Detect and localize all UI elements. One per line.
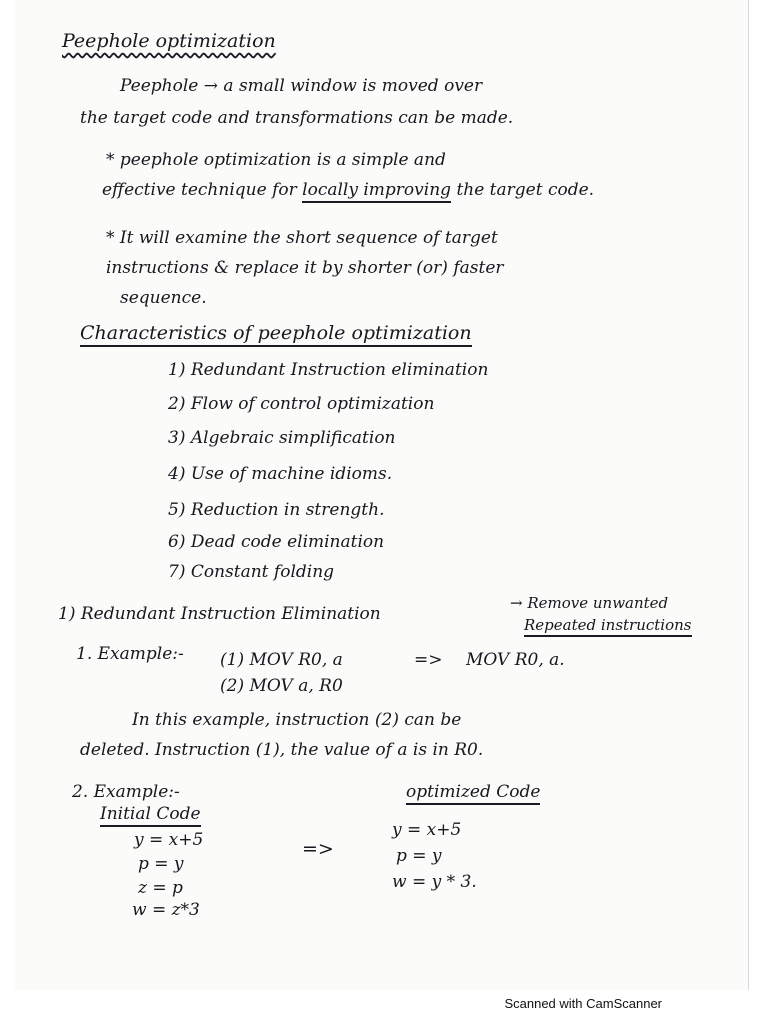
point1-text-a: effective technique for [102, 180, 297, 200]
characteristic-item-5: 5) Reduction in strength. [168, 500, 385, 520]
characteristic-item-4: 4) Use of machine idioms. [168, 464, 393, 484]
notebook-sheet [14, 0, 749, 990]
point1-text-c: the target code. [456, 180, 595, 200]
redundant-heading: 1) Redundant Instruction Elimination [58, 604, 381, 624]
characteristic-item-6: 6) Dead code elimination [168, 532, 385, 552]
point2-line-3: sequence. [120, 288, 207, 308]
intro-line-1: Peephole → a small window is moved over [120, 76, 483, 96]
point1-text-b-underlined: locally improving [302, 180, 451, 203]
intro-line-2: the target code and transformations can be made. [80, 108, 514, 128]
characteristic-item-2: 2) Flow of control optimization [168, 394, 435, 414]
initial-code-heading: Initial Code [100, 804, 201, 827]
initial-code-line-4: w = z*3 [132, 900, 200, 920]
example1-instruction-1: (1) MOV R0, a [220, 650, 343, 670]
optimized-code-line-3: w = y * 3. [392, 872, 477, 892]
example1-result: MOV R0, a. [466, 650, 565, 670]
optimized-code-heading: optimized Code [406, 782, 540, 805]
example1-arrow: => [414, 650, 443, 670]
characteristic-item-3: 3) Algebraic simplification [168, 428, 396, 448]
point2-line-2: instructions & replace it by shorter (or) faster [106, 258, 504, 278]
point1-line-2 [102, 180, 594, 200]
characteristics-heading: Characteristics of peephole optimization [80, 322, 472, 347]
page-title: Peephole optimization [62, 30, 276, 52]
optimized-code-line-2: p = y [396, 846, 442, 866]
example1-instruction-2: (2) MOV a, R0 [220, 676, 343, 696]
characteristic-item-7: 7) Constant folding [168, 562, 335, 582]
initial-code-line-1: y = x+5 [134, 830, 204, 850]
explanation-line-1: In this example, instruction (2) can be [132, 710, 462, 730]
optimized-code-line-1: y = x+5 [392, 820, 462, 840]
point1-line-1: * peephole optimization is a simple and [106, 150, 446, 170]
scanner-watermark-text: Scanned with CamScanner [504, 996, 662, 1011]
characteristic-item-1: 1) Redundant Instruction elimination [168, 360, 489, 380]
redundant-note-1: → Remove unwanted [510, 594, 669, 612]
initial-code-line-3: z = p [138, 878, 183, 898]
point2-line-1: * It will examine the short sequence of target [106, 228, 498, 248]
redundant-note-2: Repeated instructions [524, 616, 692, 637]
scanner-footer [0, 994, 768, 1024]
initial-code-line-2: p = y [138, 854, 184, 874]
example2-arrow: => [302, 838, 334, 860]
example2-label: 2. Example:- [72, 782, 180, 802]
example1-label: 1. Example:- [76, 644, 184, 664]
explanation-line-2: deleted. Instruction (1), the value of a is in R0. [80, 740, 484, 760]
